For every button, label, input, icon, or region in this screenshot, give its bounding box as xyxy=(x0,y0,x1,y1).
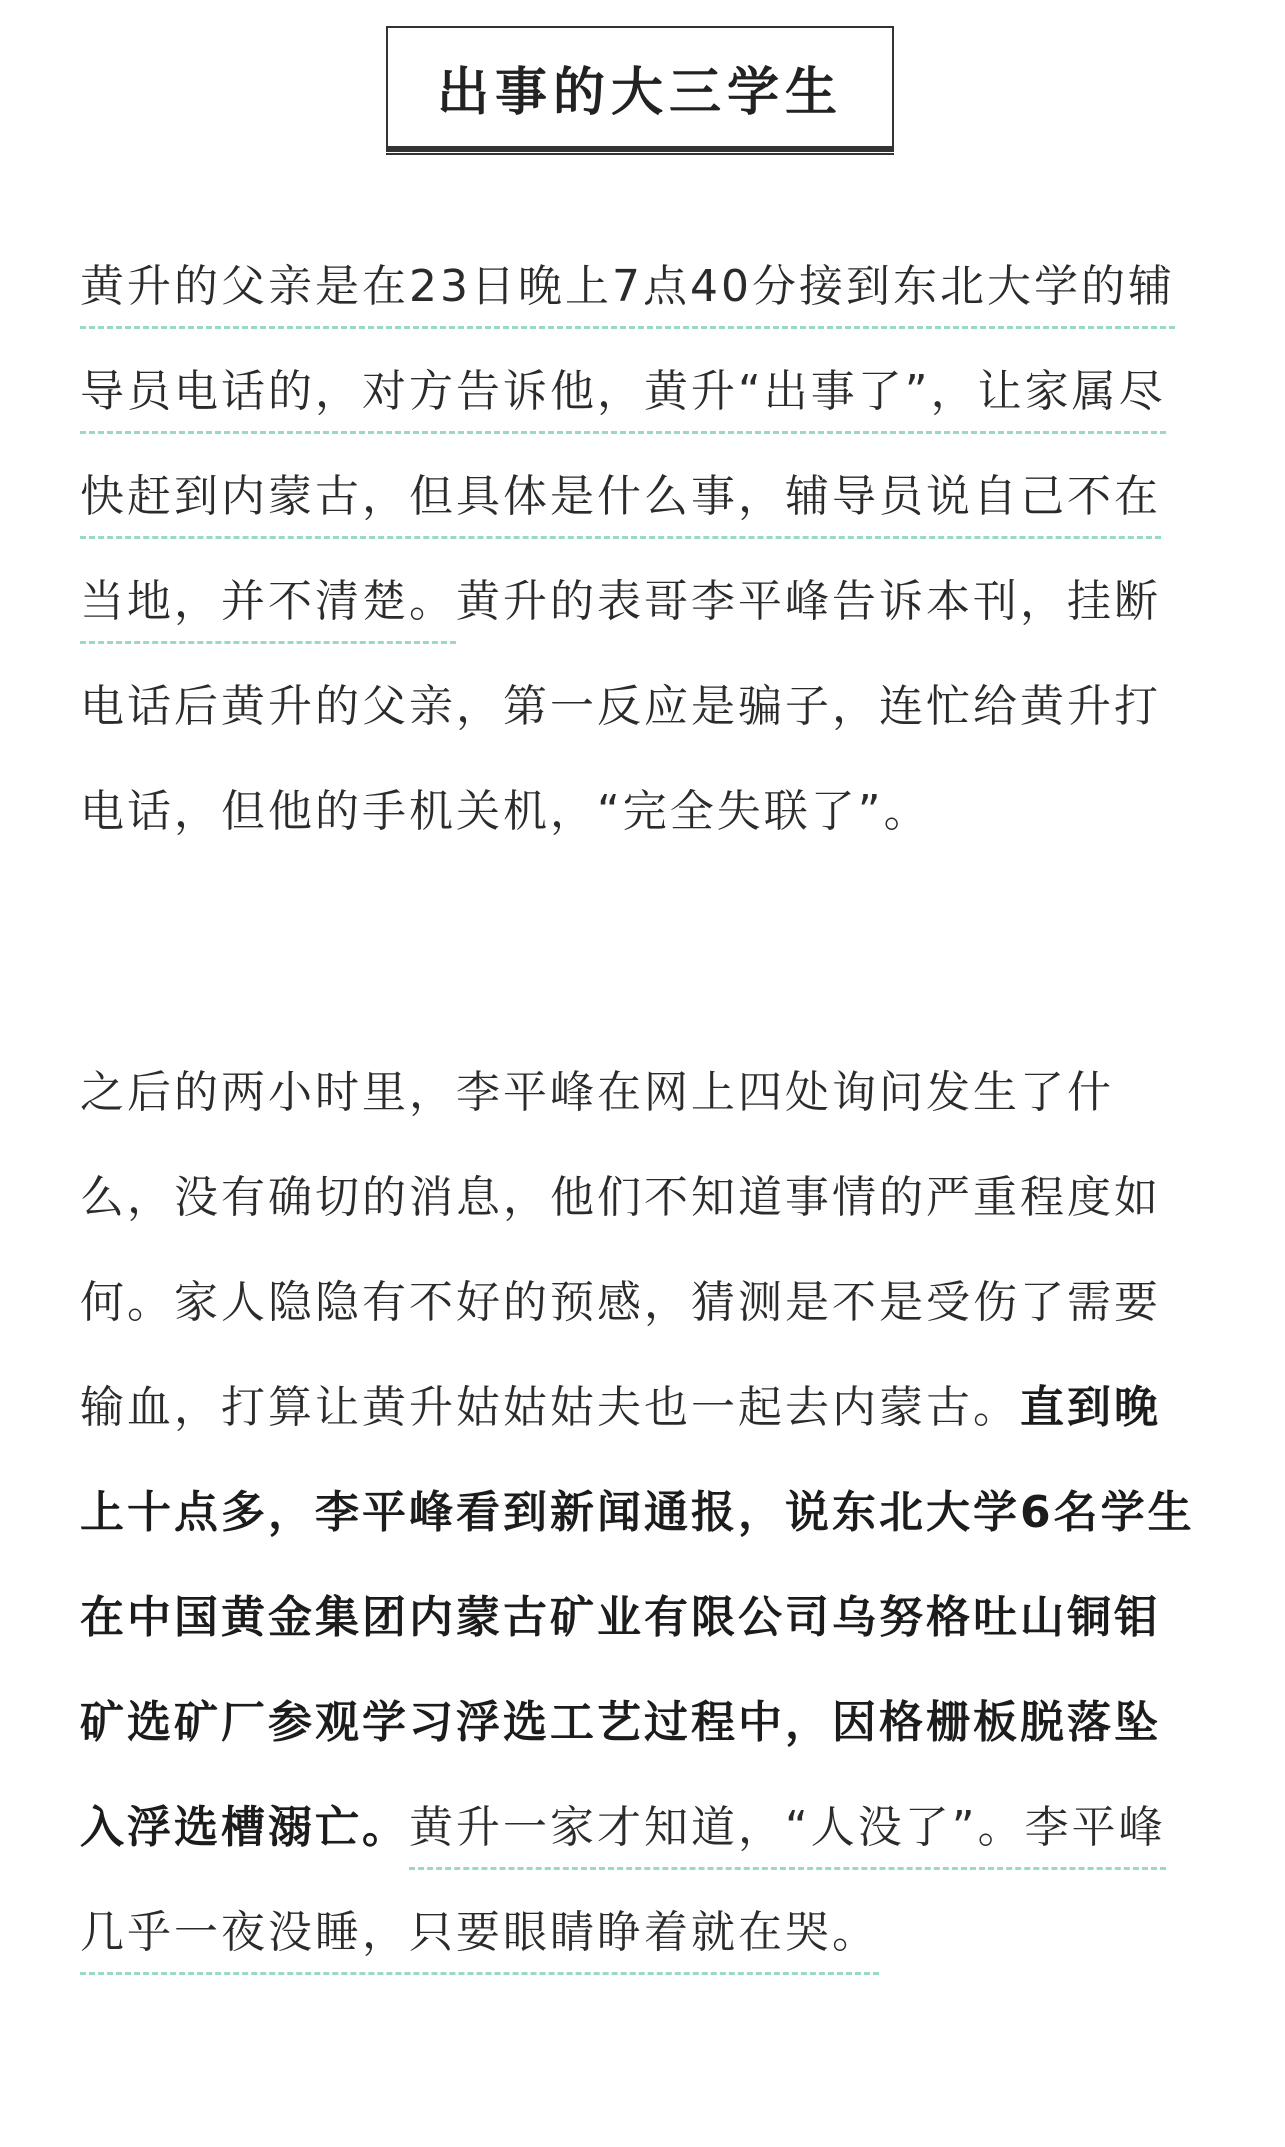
paragraph-text: 之后的两小时里，李平峰在网上四处询问发生了什么，没有确切的消息，他们不知道事情的严重程度如何。家人隐隐有不好的预感，猜测是不是受伤了需要输血，打算让黄升姑姑姑夫也一起去内蒙古。 xyxy=(80,1067,1161,1433)
paragraph-text: 黄升的表哥李平峰告诉本刊，挂断电话后黄升的父亲，第一反应是骗子，连忙给黄升打电话，但他的手机关机，“完全失联了”。 xyxy=(80,576,1161,837)
bold-text: 直到晚上十点多，李平峰看到新闻通报，说东北大学6名学生在中国黄金集团内蒙古矿业有限公司乌努格吐山铜钼矿选矿厂参观学习浮选工艺过程中，因格栅板脱落坠入浮选槽溺亡。 xyxy=(80,1382,1195,1853)
paragraph-2 xyxy=(80,1040,1205,1985)
paragraph-1 xyxy=(80,234,1205,864)
section-title: 出事的大三学生 xyxy=(436,62,843,123)
section-title-box xyxy=(386,26,894,148)
highlighted-text: 黄升一家才知道，“人没了”。李平峰几乎一夜没睡，只要眼睛睁着就在哭。 xyxy=(80,1802,1166,1975)
highlighted-text: 黄升的父亲是在23日晚上7点40分接到东北大学的辅导员电话的，对方告诉他，黄升“出事了”，让家属尽快赶到内蒙古，但具体是什么事，辅导员说自己不在当地，并不清楚。 xyxy=(80,261,1175,644)
